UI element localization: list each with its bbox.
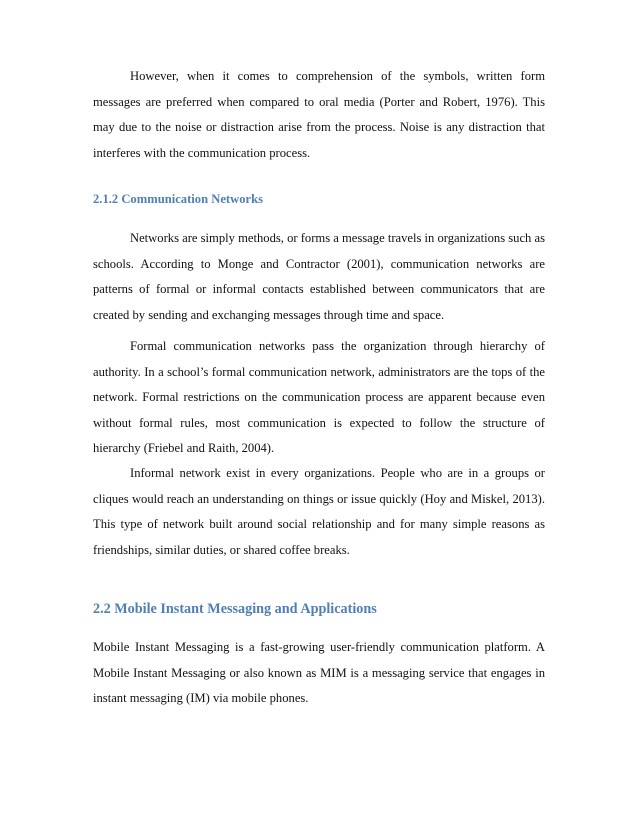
- paragraph-written-messages: However, when it comes to comprehension of the symbols, written form messages are preferred when compared to oral media (Porter and Robert, 1976). This may due to the noise or distraction arise from the process. Noise is any distraction that interferes with the communication process.: [93, 69, 545, 160]
- paragraph-mim-definition: Mobile Instant Messaging is a fast-growing user-friendly communication platform. A Mobile Instant Messaging or also known as MIM is a messaging service that engages in instant messaging (IM) via mobile phones.: [93, 640, 545, 705]
- paragraph-informal-networks: Informal network exist in every organizations. People who are in a groups or cliques would reach an understanding on things or issue quickly (Hoy and Miskel, 2013). This type of network built around social relationship and for many simple reasons as friendships, similar duties, or shared coffee breaks.: [93, 466, 545, 557]
- section-heading-communication-networks: 2.1.2 Communication Networks: [93, 192, 264, 206]
- section-heading-mobile-instant-messaging: 2.2 Mobile Instant Messaging and Applications: [93, 601, 377, 617]
- paragraph-formal-networks: Formal communication networks pass the organization through hierarchy of authority. In a school’s formal communication network, administrators are the tops of the network. Formal restrictions on the communication process are apparent because even without formal rules, most communication is expected to follow the structure of hierarchy (Friebel and Raith, 2004).: [93, 339, 545, 455]
- paragraph-networks-definition: Networks are simply methods, or forms a message travels in organizations such as schools. According to Monge and Contractor (2001), communication networks are patterns of formal or informal contacts established between communicators that are created by sending and exchanging messages through time and space.: [93, 231, 545, 322]
